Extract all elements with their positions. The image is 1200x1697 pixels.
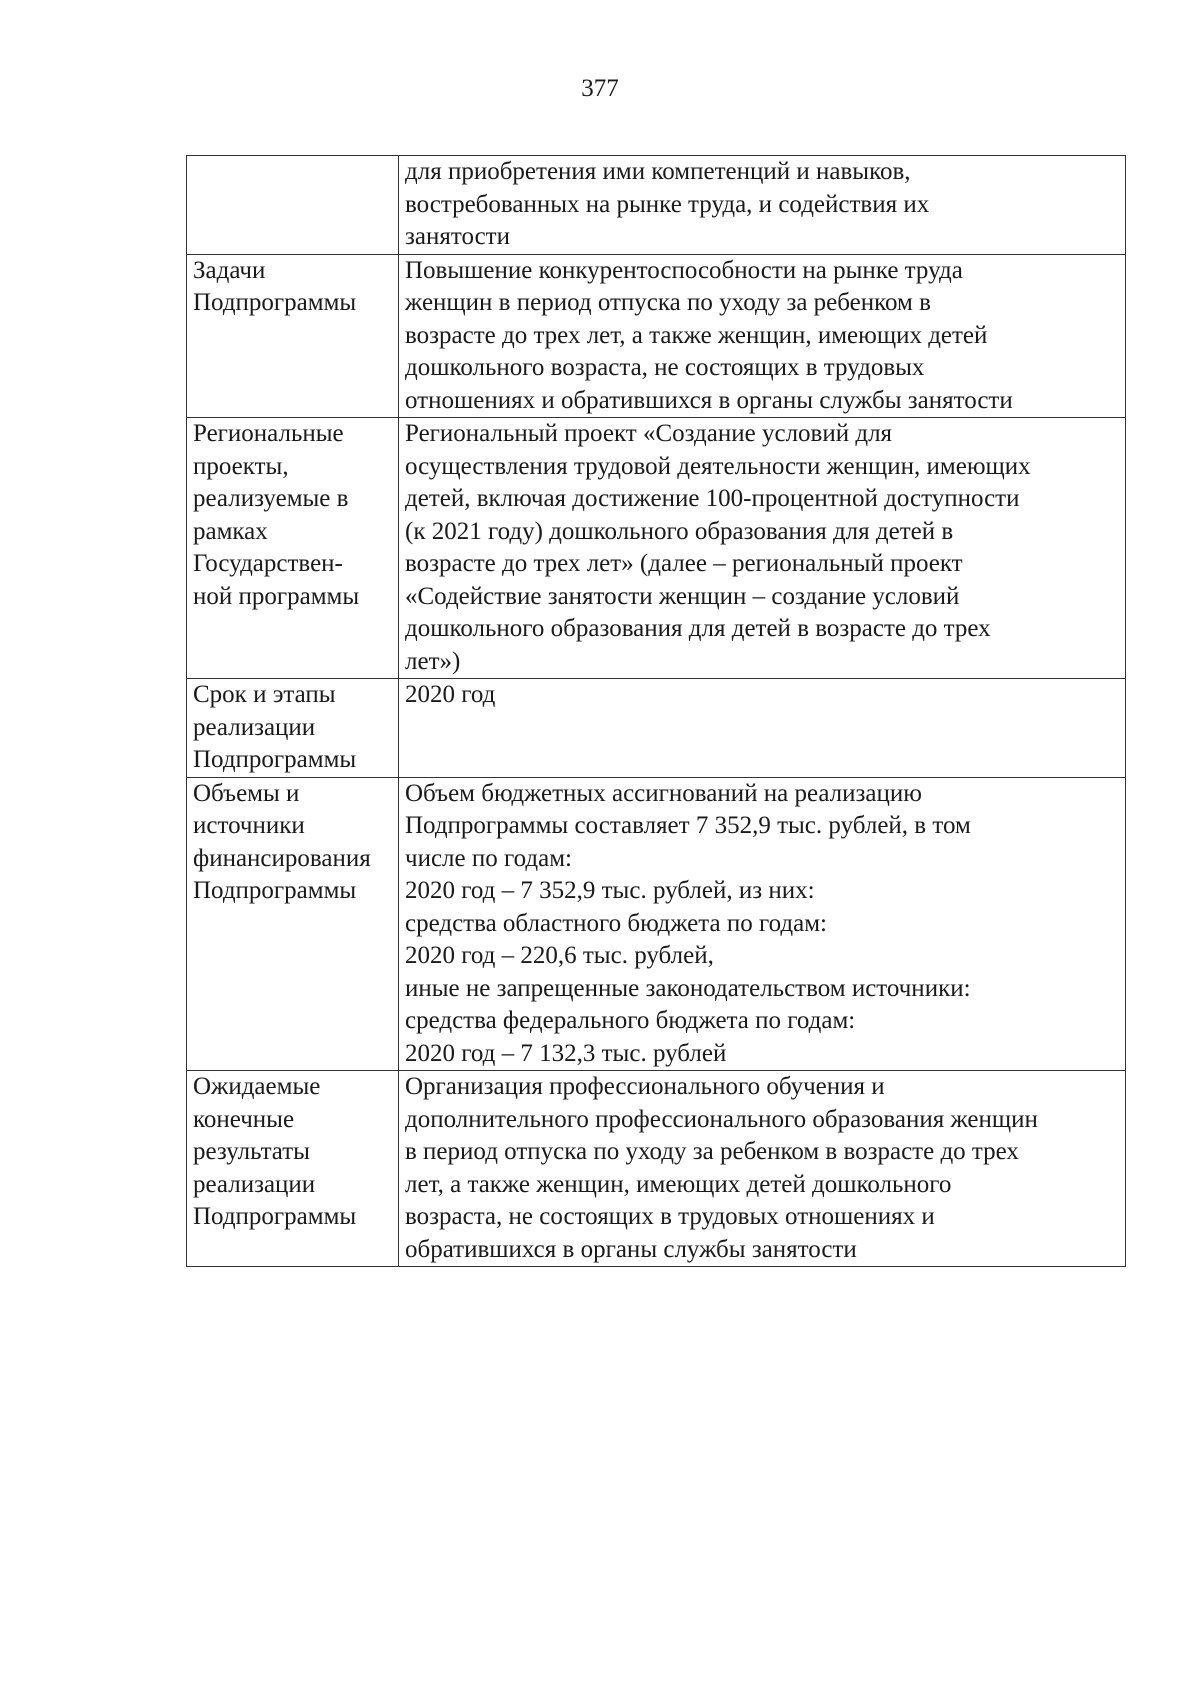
row-label: Региональные проекты, реализуемые в рамках Государствен- ной программы <box>187 418 399 679</box>
table-row <box>187 254 1126 418</box>
row-label: Ожидаемые конечные результаты реализации Подпрограммы <box>187 1071 399 1267</box>
table-row <box>187 777 1126 1071</box>
row-value: для приобретения ими компетенций и навыков, востребованных на рынке труда, и содействия их занятости <box>399 156 1126 255</box>
row-label: Объемы и источники финансирования Подпрограммы <box>187 777 399 1071</box>
row-value: Организация профессионального обучения и дополнительного профессионального образования женщин в период отпуска по уходу за ребенком в возрасте до трех лет, а также женщин, имеющих детей дошкольного возраста, не состоящих в трудовых отношениях и обратившихся в органы службы занятости <box>399 1071 1126 1267</box>
row-value: Региональный проект «Создание условий для осуществления трудовой деятельности женщин, имеющих детей, включая достижение 100-процентной доступности (к 2021 году) дошкольного образования для детей в возрасте до трех лет» (далее – региональный проект «Содействие занятости женщин – создание условий дошкольного образования для детей в возрасте до трех лет») <box>399 418 1126 679</box>
row-label: Срок и этапы реализации Подпрограммы <box>187 679 399 778</box>
row-value: Объем бюджетных ассигнований на реализацию Подпрограммы составляет 7 352,9 тыс. рублей, в том числе по годам: 2020 год – 7 352,9 тыс. рублей, из них: средства областного бюджета по годам: 2020 год – 220,6 тыс. рублей, иные не запрещенные законодательством источники: средства федерального бюджета по годам: 2020 год – 7 132,3 тыс. рублей <box>399 777 1126 1071</box>
table-row <box>187 418 1126 679</box>
page-number: 377 <box>581 75 619 102</box>
table-row <box>187 679 1126 778</box>
row-value: 2020 год <box>399 679 1126 778</box>
row-label <box>187 156 399 255</box>
row-label: Задачи Подпрограммы <box>187 254 399 418</box>
table-row <box>187 156 1126 255</box>
table-row <box>187 1071 1126 1267</box>
subprogram-passport-table <box>186 155 1126 1267</box>
row-value: Повышение конкурентоспособности на рынке труда женщин в период отпуска по уходу за ребенком в возрасте до трех лет, а также женщин, имеющих детей дошкольного возраста, не состоящих в трудовых отношениях и обратившихся в органы службы занятости <box>399 254 1126 418</box>
